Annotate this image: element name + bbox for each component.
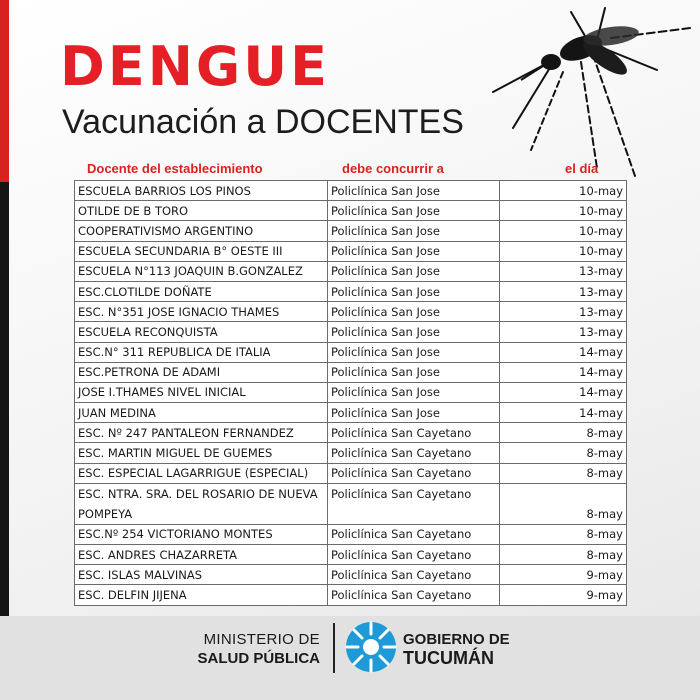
page-title: DENGUE	[60, 35, 330, 98]
place-cell: Policlínica San Jose	[328, 181, 500, 201]
school-cell: ESC.Nº 254 VICTORIANO MONTES	[75, 524, 328, 544]
column-header-date: el día	[565, 161, 599, 176]
place-cell: Policlínica San Cayetano	[328, 585, 500, 605]
place-cell: Policlínica San Cayetano	[328, 483, 500, 524]
table-row	[75, 362, 627, 382]
date-cell: 14-may	[500, 382, 627, 402]
school-cell: ESC. MARTIN MIGUEL DE GUEMES	[75, 443, 328, 463]
school-cell: COOPERATIVISMO ARGENTINO	[75, 221, 328, 241]
date-cell: 8-may	[500, 443, 627, 463]
school-cell: OTILDE DE B TORO	[75, 201, 328, 221]
table-row	[75, 261, 627, 281]
school-cell: ESC. ANDRES CHAZARRETA	[75, 545, 328, 565]
ministry-line1: MINISTERIO DE	[203, 631, 320, 648]
side-bar-red	[0, 0, 9, 182]
table-row	[75, 565, 627, 585]
table-row	[75, 545, 627, 565]
table-row	[75, 322, 627, 342]
date-cell: 8-may	[500, 463, 627, 483]
date-cell: 10-may	[500, 221, 627, 241]
place-cell: Policlínica San Cayetano	[328, 423, 500, 443]
table-row	[75, 483, 627, 524]
date-cell: 14-may	[500, 403, 627, 423]
gov-line2: TUCUMÁN	[403, 648, 494, 668]
sun-logo-icon	[344, 620, 398, 674]
school-cell: ESC.CLOTILDE DOÑATE	[75, 281, 328, 301]
place-cell: Policlínica San Cayetano	[328, 524, 500, 544]
place-cell: Policlínica San Cayetano	[328, 463, 500, 483]
date-cell: 10-may	[500, 201, 627, 221]
table-row	[75, 201, 627, 221]
place-cell: Policlínica San Jose	[328, 322, 500, 342]
date-cell: 14-may	[500, 362, 627, 382]
table-row	[75, 302, 627, 322]
page-subtitle: Vacunación a DOCENTES	[62, 103, 464, 141]
place-cell: Policlínica San Jose	[328, 302, 500, 322]
date-cell: 10-may	[500, 241, 627, 261]
schedule-table	[74, 180, 627, 606]
column-header-place: debe concurrir a	[342, 161, 444, 176]
date-cell: 13-may	[500, 281, 627, 301]
school-cell: ESC. N°351 JOSE IGNACIO THAMES	[75, 302, 328, 322]
date-cell: 13-may	[500, 302, 627, 322]
school-cell: ESC. Nº 247 PANTALEON FERNANDEZ	[75, 423, 328, 443]
table-row	[75, 241, 627, 261]
date-cell: 8-may	[500, 423, 627, 443]
school-cell: ESC.N° 311 REPUBLICA DE ITALIA	[75, 342, 328, 362]
table-row	[75, 221, 627, 241]
school-cell: JUAN MEDINA	[75, 403, 328, 423]
government-logo-text	[403, 630, 510, 668]
date-cell: 13-may	[500, 322, 627, 342]
table-row	[75, 181, 627, 201]
school-cell: ESC. ISLAS MALVINAS	[75, 565, 328, 585]
table-row	[75, 342, 627, 362]
table-row	[75, 443, 627, 463]
school-cell: ESCUELA N°113 JOAQUIN B.GONZALEZ	[75, 261, 328, 281]
table-row	[75, 423, 627, 443]
date-cell: 8-may	[500, 524, 627, 544]
ministry-logo-text	[198, 630, 321, 668]
table-row	[75, 403, 627, 423]
place-cell: Policlínica San Jose	[328, 403, 500, 423]
table-row	[75, 281, 627, 301]
footer-divider	[333, 623, 335, 673]
date-cell: 9-may	[500, 585, 627, 605]
school-cell: ESC. NTRA. SRA. DEL ROSARIO DE NUEVA POMPEYA	[75, 483, 328, 524]
date-cell: 8-may	[500, 483, 627, 524]
table-row	[75, 463, 627, 483]
place-cell: Policlínica San Jose	[328, 241, 500, 261]
column-header-school: Docente del establecimiento	[87, 161, 263, 176]
school-cell: ESCUELA SECUNDARIA B° OESTE III	[75, 241, 328, 261]
place-cell: Policlínica San Jose	[328, 221, 500, 241]
school-cell: ESC. DELFIN JIJENA	[75, 585, 328, 605]
place-cell: Policlínica San Jose	[328, 362, 500, 382]
date-cell: 14-may	[500, 342, 627, 362]
place-cell: Policlínica San Cayetano	[328, 545, 500, 565]
place-cell: Policlínica San Cayetano	[328, 565, 500, 585]
ministry-line2: SALUD PÚBLICA	[197, 650, 320, 667]
place-cell: Policlínica San Jose	[328, 382, 500, 402]
school-cell: ESC. ESPECIAL LAGARRIGUE (ESPECIAL)	[75, 463, 328, 483]
place-cell: Policlínica San Jose	[328, 342, 500, 362]
table-row	[75, 524, 627, 544]
school-cell: ESCUELA RECONQUISTA	[75, 322, 328, 342]
school-cell: JOSE I.THAMES NIVEL INICIAL	[75, 382, 328, 402]
school-cell: ESCUELA BARRIOS LOS PINOS	[75, 181, 328, 201]
date-cell: 13-may	[500, 261, 627, 281]
date-cell: 9-may	[500, 565, 627, 585]
school-cell: ESC.PETRONA DE ADAMI	[75, 362, 328, 382]
place-cell: Policlínica San Jose	[328, 201, 500, 221]
gov-line1: GOBIERNO DE	[403, 631, 510, 648]
place-cell: Policlínica San Cayetano	[328, 443, 500, 463]
date-cell: 10-may	[500, 181, 627, 201]
date-cell: 8-may	[500, 545, 627, 565]
table-row	[75, 382, 627, 402]
place-cell: Policlínica San Jose	[328, 261, 500, 281]
table-row	[75, 585, 627, 605]
place-cell: Policlínica San Jose	[328, 281, 500, 301]
